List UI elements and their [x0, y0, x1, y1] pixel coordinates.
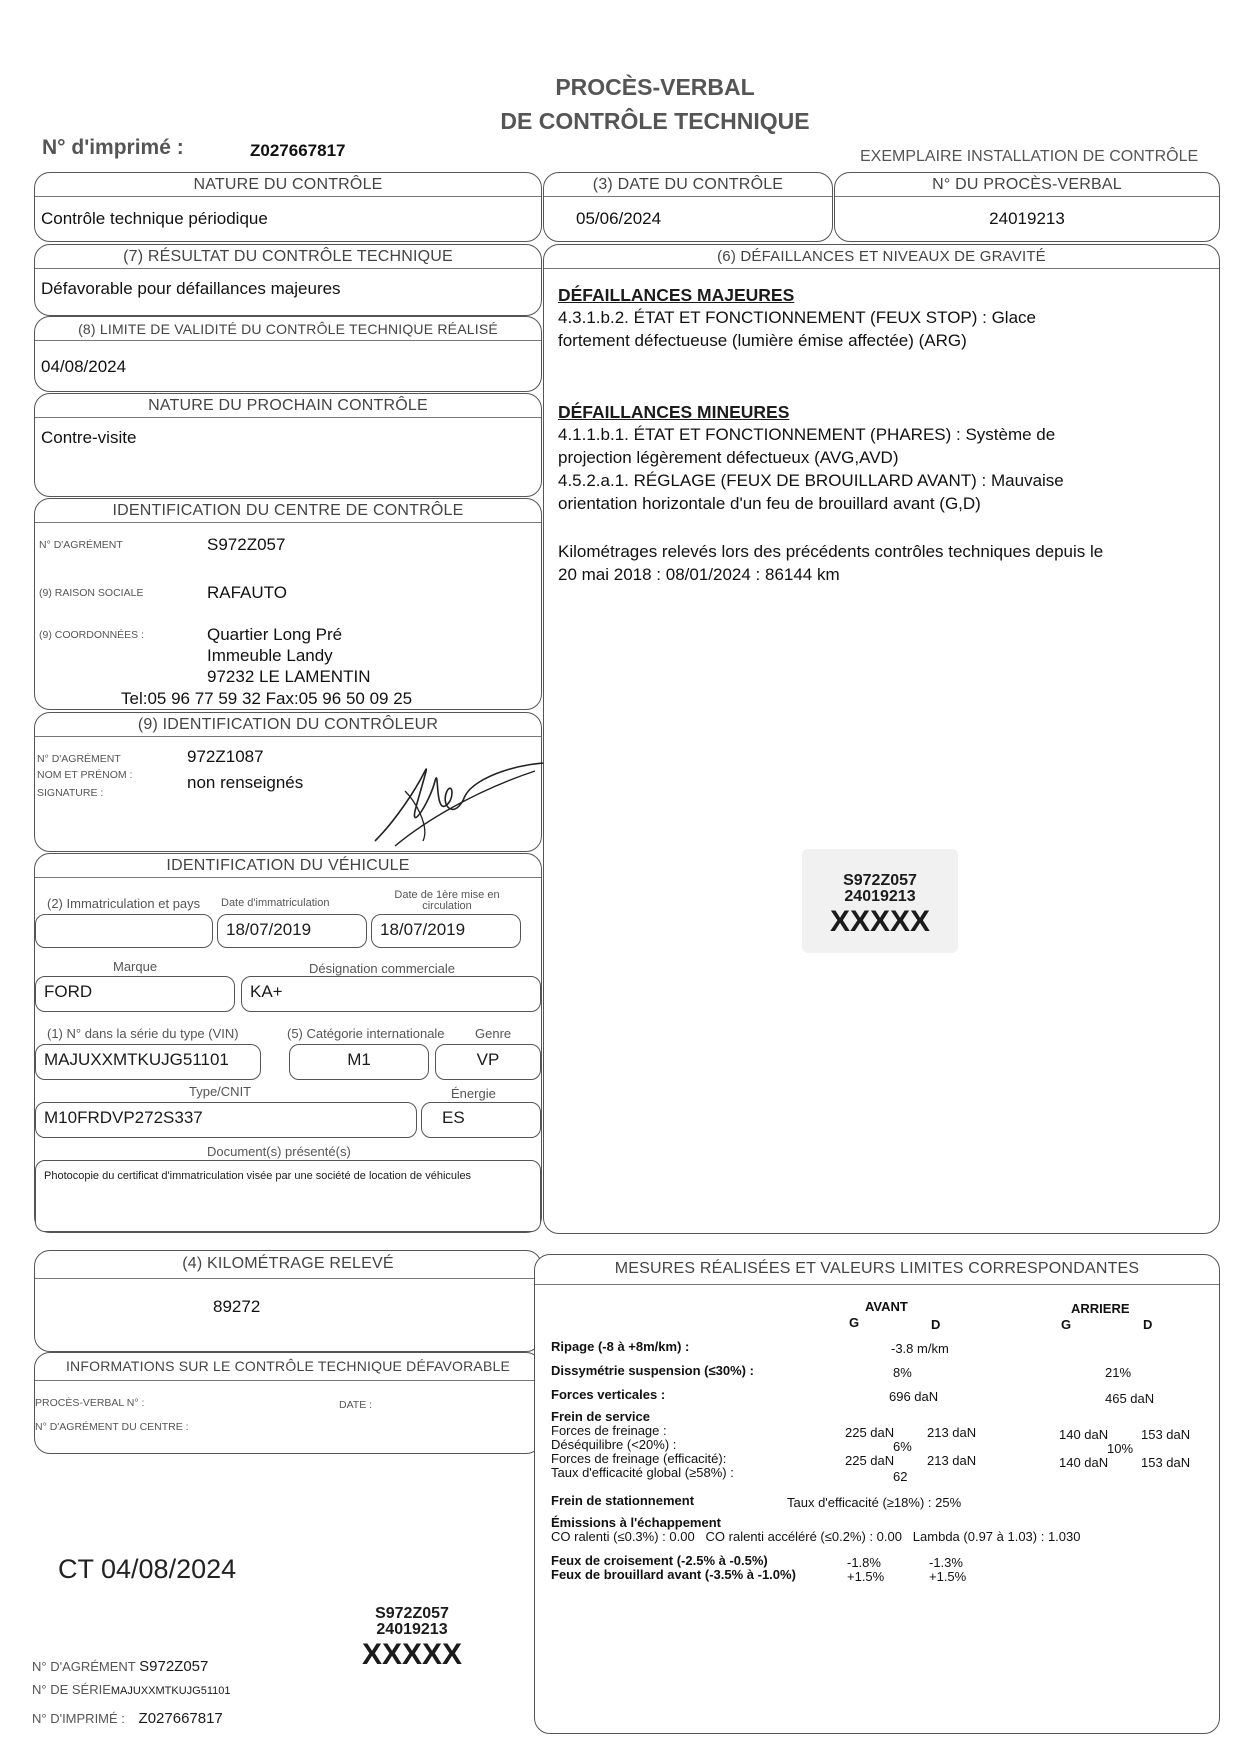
major-title: DÉFAILLANCES MAJEURES	[558, 285, 795, 305]
vehicle-header: IDENTIFICATION DU VÉHICULE	[35, 854, 541, 878]
date-value: 05/06/2024	[576, 209, 662, 228]
type-label: Type/CNIT	[189, 1084, 252, 1099]
bottom-stamp	[352, 1606, 472, 1672]
controller-agrement-label: N° D'AGRÉMENT	[37, 753, 121, 765]
stamp	[802, 849, 958, 953]
ffe-label: Forces de freinage (efficacité):	[551, 1451, 727, 1466]
taux-value: 62	[893, 1469, 908, 1484]
unfav-header: INFORMATIONS SUR LE CONTRÔLE TECHNIQUE DÉFAVORABLE	[35, 1353, 541, 1381]
center-raison: RAFAUTO	[207, 583, 287, 602]
validity-header: (8) LIMITE DE VALIDITÉ DU CONTRÔLE TECHNIQUE RÉALISÉ	[35, 317, 541, 341]
cat-label: (5) Catégorie internationale	[287, 1026, 445, 1041]
stationnement-value: Taux d'efficacité (≥18%) : 25%	[787, 1495, 962, 1510]
center-agrement: S972Z057	[207, 535, 286, 554]
deseq-label: Déséquilibre (<20%) :	[551, 1437, 677, 1452]
result-box	[34, 244, 542, 316]
center-agrement-label: N° D'AGRÉMENT	[39, 539, 123, 551]
vin-label: (1) N° dans la série du type (VIN)	[47, 1026, 239, 1041]
minor-title: DÉFAILLANCES MINEURES	[558, 402, 790, 422]
km-line2: 20 mai 2018 : 08/01/2024 : 86144 km	[558, 565, 840, 584]
genre-label: Genre	[475, 1026, 512, 1041]
controller-signature-label: SIGNATURE :	[37, 787, 104, 799]
bottom-stamp-line1: S972Z057	[375, 1605, 449, 1622]
print-number: Z027667817	[250, 141, 346, 160]
vehicle-box	[34, 853, 542, 1233]
stamp-line1: S972Z057	[843, 872, 917, 889]
energie-label: Énergie	[451, 1086, 496, 1101]
ct-date: CT 04/08/2024	[58, 1554, 237, 1584]
date-immat-field: 18/07/2019	[217, 914, 367, 948]
doc-title-line2: DE CONTRÔLE TECHNIQUE	[500, 108, 810, 134]
stationnement-label: Frein de stationnement	[551, 1493, 695, 1508]
footer-agrement: S972Z057	[139, 1658, 209, 1675]
date-first-field: 18/07/2019	[371, 914, 521, 948]
docs-text: Photocopie du certificat d'immatriculation visée par une société de location de véhicules	[44, 1170, 472, 1182]
center-box	[34, 498, 542, 710]
unfav-pv-label: PROCÈS-VERBAL N° :	[35, 1397, 145, 1409]
avant-label: AVANT	[865, 1299, 908, 1314]
ff-ard: 153 daN	[1141, 1427, 1191, 1442]
unfav-box	[34, 1352, 542, 1454]
designation-field: KA+	[241, 976, 541, 1012]
center-raison-label: (9) RAISON SOCIALE	[39, 587, 144, 599]
pv-value: 24019213	[989, 209, 1065, 228]
major-line2: fortement défectueuse (lumière émise affectée) (ARG)	[558, 331, 967, 350]
stamp-line2: 24019213	[844, 888, 916, 905]
immat-label: (2) Immatriculation et pays	[47, 896, 201, 911]
emissions-value: CO ralenti (≤0.3%) : 0.00 CO ralenti accéléré (≤0.2%) : 0.00 Lambda (0.97 à 1.03) : 1.030	[551, 1529, 1081, 1544]
dissy-ar: 21%	[1105, 1365, 1132, 1380]
ripage-value: -3.8 m/km	[891, 1341, 949, 1356]
center-addr3: 97232 LE LAMENTIN	[207, 667, 371, 686]
center-coord-label: (9) COORDONNÉES :	[39, 629, 145, 641]
unfav-date-label: DATE :	[339, 1399, 373, 1411]
print-number-label: N° d'imprimé :	[42, 136, 184, 159]
result-header: (7) RÉSULTAT DU CONTRÔLE TECHNIQUE	[35, 245, 541, 269]
doc-title-line1: PROCÈS-VERBAL	[555, 74, 755, 100]
energie-field: ES	[421, 1102, 541, 1138]
genre-field: VP	[435, 1044, 541, 1080]
ffe-arg: 140 daN	[1059, 1455, 1109, 1470]
nature-box	[34, 172, 542, 242]
arriere-label: ARRIERE	[1071, 1301, 1130, 1316]
bottom-stamp-line3: XXXXX	[361, 1638, 463, 1671]
ffe-avd: 213 daN	[927, 1453, 977, 1468]
km-line1: Kilométrages relevés lors des précédents contrôles techniques depuis le	[558, 542, 1104, 561]
pv-header: N° DU PROCÈS-VERBAL	[835, 173, 1219, 197]
signature-image	[335, 751, 565, 861]
footer-imprime-label: N° D'IMPRIMÉ :	[32, 1711, 125, 1726]
marque-label: Marque	[113, 959, 158, 974]
footer-agrement-label: N° D'AGRÉMENT	[32, 1659, 136, 1674]
center-addr2: Immeuble Landy	[207, 646, 333, 665]
nature-header: NATURE DU CONTRÔLE	[35, 173, 541, 197]
pv-box	[834, 172, 1220, 242]
bottom-stamp-line2: 24019213	[376, 1621, 448, 1638]
stamp-line3: XXXXX	[829, 905, 931, 938]
minor-line1: 4.1.1.b.1. ÉTAT ET FONCTIONNEMENT (PHARES) : Système de	[558, 425, 1056, 444]
croisement-label: Feux de croisement (-2.5% à -0.5%)	[551, 1553, 768, 1568]
minor-line4: orientation horizontale d'un feu de brouillard avant (G,D)	[558, 494, 981, 513]
doc-title	[420, 70, 890, 138]
date-first-label: Date de 1ère mise en circulation	[394, 889, 500, 912]
measures-header: MESURES RÉALISÉES ET VALEURS LIMITES CORRESPONDANTES	[535, 1255, 1219, 1285]
controller-box	[34, 712, 542, 852]
marque-field: FORD	[35, 976, 235, 1012]
docs-field	[35, 1160, 541, 1232]
croisement-d: -1.3%	[929, 1555, 963, 1570]
center-addr1: Quartier Long Pré	[207, 625, 343, 644]
footer-serie: MAJUXXMTKUJG51101	[110, 1685, 231, 1697]
copy-label: EXEMPLAIRE INSTALLATION DE CONTRÔLE	[860, 148, 1199, 165]
date-immat-label: Date d'immatriculation	[221, 897, 330, 909]
cat-field: M1	[289, 1044, 429, 1080]
ff-avd: 213 daN	[927, 1425, 977, 1440]
brouillard-label: Feux de brouillard avant (-3.5% à -1.0%)	[551, 1567, 796, 1582]
defects-box	[543, 244, 1220, 1234]
nature-value: Contrôle technique périodique	[41, 209, 268, 228]
defects-header: (6) DÉFAILLANCES ET NIVEAUX DE GRAVITÉ	[544, 245, 1219, 269]
ff-label: Forces de freinage :	[551, 1423, 667, 1438]
forces-av: 696 daN	[889, 1389, 939, 1404]
controller-name-label: NOM ET PRÉNOM :	[37, 769, 133, 781]
emissions-label: Émissions à l'échappement	[551, 1515, 721, 1530]
dissy-label: Dissymétrie suspension (≤30%) :	[551, 1363, 754, 1378]
brouillard-d: +1.5%	[929, 1569, 967, 1584]
forces-ar: 465 daN	[1105, 1391, 1155, 1406]
center-phone: Tel:05 96 77 59 32 Fax:05 96 50 09 25	[121, 689, 413, 708]
arriere-d: D	[1143, 1317, 1153, 1332]
date-header: (3) DATE DU CONTRÔLE	[544, 173, 832, 197]
next-header: NATURE DU PROCHAIN CONTRÔLE	[35, 394, 541, 418]
center-header: IDENTIFICATION DU CENTRE DE CONTRÔLE	[35, 499, 541, 523]
ffe-ard: 153 daN	[1141, 1455, 1191, 1470]
dissy-av: 8%	[893, 1365, 912, 1380]
footer-imprime: Z027667817	[138, 1710, 223, 1727]
mileage-value: 89272	[213, 1297, 261, 1316]
next-box	[34, 393, 542, 497]
vin-field: MAJUXXMTKUJG51101	[35, 1044, 261, 1080]
minor-line3: 4.5.2.a.1. RÉGLAGE (FEUX DE BROUILLARD AVANT) : Mauvaise	[558, 471, 1064, 490]
docs-label: Document(s) présenté(s)	[207, 1144, 351, 1159]
result-value: Défavorable pour défaillances majeures	[41, 279, 341, 298]
unfav-agrement-label: N° D'AGRÉMENT DU CENTRE :	[35, 1421, 189, 1433]
mileage-header: (4) KILOMÉTRAGE RELEVÉ	[35, 1251, 541, 1279]
arriere-g: G	[1061, 1317, 1072, 1332]
minor-line2: projection légèrement défectueux (AVG,AVD)	[558, 448, 899, 467]
deseq-av: 6%	[893, 1439, 912, 1454]
ff-arg: 140 daN	[1059, 1427, 1109, 1442]
footer-serie-label: N° DE SÉRIE	[32, 1682, 111, 1697]
designation-label: Désignation commerciale	[309, 961, 455, 976]
mileage-box	[34, 1250, 542, 1352]
deseq-ar: 10%	[1107, 1441, 1134, 1456]
ff-avg: 225 daN	[845, 1425, 895, 1440]
controller-agrement: 972Z1087	[187, 747, 264, 766]
major-line1: 4.3.1.b.2. ÉTAT ET FONCTIONNEMENT (FEUX STOP) : Glace	[558, 308, 1036, 327]
validity-value: 04/08/2024	[41, 357, 127, 376]
next-value: Contre-visite	[41, 428, 137, 447]
type-field: M10FRDVP272S337	[35, 1102, 417, 1138]
avant-d: D	[931, 1317, 941, 1332]
controller-name: non renseignés	[187, 773, 304, 792]
ripage-label: Ripage (-8 à +8m/km) :	[551, 1339, 690, 1354]
immat-field	[35, 914, 213, 948]
croisement-g: -1.8%	[847, 1555, 881, 1570]
avant-g: G	[849, 1315, 860, 1330]
brouillard-g: +1.5%	[847, 1569, 885, 1584]
controller-header: (9) IDENTIFICATION DU CONTRÔLEUR	[35, 713, 541, 737]
taux-label: Taux d'efficacité global (≥58%) :	[551, 1465, 734, 1480]
validity-box	[34, 316, 542, 392]
ffe-avg: 225 daN	[845, 1453, 895, 1468]
frein-service-label: Frein de service	[551, 1409, 650, 1424]
forces-label: Forces verticales :	[551, 1387, 666, 1402]
measures-box	[534, 1254, 1220, 1734]
date-box	[543, 172, 833, 242]
